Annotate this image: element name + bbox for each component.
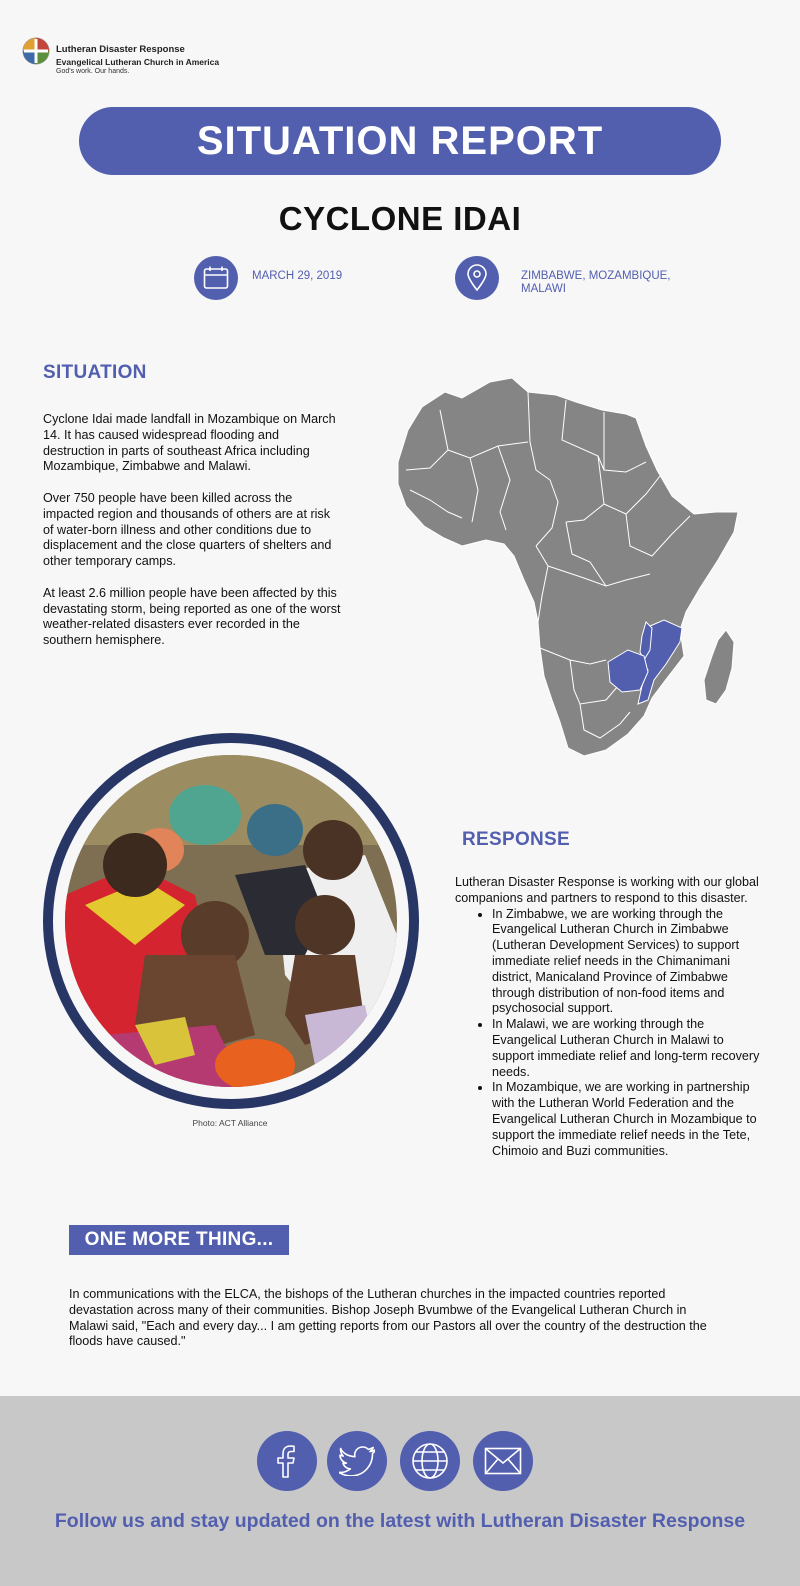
location-line-2: MALAWI: [521, 283, 566, 295]
logo-org-name: Lutheran Disaster Response: [56, 44, 185, 55]
follow-us-text: Follow us and stay updated on the latest with Lutheran Disaster Response: [54, 1510, 746, 1532]
one-more-thing-text: In communications with the ELCA, the bishops of the Lutheran churches in the impacted countries reported devastation across many of their communities. Bishop Joseph Bvumbwe of the Evangelical Lutheran Church in Malawi said, "Each and every day... I am getting reports from our Pastors all over the country of the destruction the floods have caused.": [69, 1287, 707, 1349]
location-pin-icon: [455, 256, 499, 300]
situation-paragraph: At least 2.6 million people have been affected by this devastating storm, being reported as one of the worst weather-related disasters ever recorded in the southern hemisphere.: [43, 585, 341, 648]
mail-icon[interactable]: [473, 1431, 533, 1491]
logo-emblem-icon: [22, 37, 50, 65]
footer: [0, 1396, 800, 1586]
logo-church-name: Evangelical Lutheran Church in America: [56, 57, 220, 67]
globe-icon[interactable]: [400, 1431, 460, 1491]
logo-tagline: God's work. Our hands.: [56, 68, 130, 75]
situation-body: [43, 412, 343, 665]
report-title: CYCLONE IDAI: [278, 200, 522, 237]
response-item-zimbabwe: • In Zimbabwe, we are working through the Evangelical Lutheran Church in Zimbabwe (Lutheran Development Services) to support immediate relief needs in the Chimanimani district, Manicaland Province of Zimbabwe through distribution of non-food items and psychosocial support.: [492, 907, 765, 1018]
photo-frame: [43, 733, 419, 1109]
madagascar: [704, 630, 734, 704]
response-heading: RESPONSE: [462, 829, 570, 850]
response-intro: Lutheran Disaster Response is working with our global companions and partners to respond to this disaster.: [455, 875, 759, 905]
location-line-1: ZIMBABWE, MOZAMBIQUE,: [521, 270, 671, 282]
africa-landmass: [398, 378, 738, 756]
act-alliance-photo: [65, 755, 397, 1087]
report-location: [521, 270, 671, 296]
calendar-icon: [194, 256, 238, 300]
situation-heading: SITUATION: [43, 362, 147, 383]
response-list: [455, 907, 765, 1160]
response-item-malawi: • In Malawi, we are working through the Evangelical Lutheran Church in Malawi to support immediate relief and long-term recovery needs.: [492, 1017, 765, 1080]
situation-report-banner: SITUATION REPORT: [79, 107, 721, 175]
response-item-mozambique: • In Mozambique, we are working in partnership with the Lutheran World Federation and the Evangelical Lutheran Church in Mozambique to support the immediate relief needs in the Tete, Chimoio and Buzi communities.: [492, 1080, 765, 1159]
facebook-icon[interactable]: [257, 1431, 317, 1491]
photo-caption: Photo: ACT Alliance: [192, 1118, 268, 1128]
response-body: [455, 875, 765, 1159]
one-more-thing-heading: ONE MORE THING...: [69, 1225, 289, 1255]
twitter-icon[interactable]: [327, 1431, 387, 1491]
situation-paragraph: Over 750 people have been killed across the impacted region and thousands of others are at risk of water-born illness and other conditions due to displacement and the close quarters of shelters and other temporary camps.: [43, 490, 332, 569]
situation-paragraph: Cyclone Idai made landfall in Mozambique on March 14. It has caused widespread flooding and destruction in parts of southeast Africa including Mozambique, Zimbabwe and Malawi.: [43, 412, 336, 474]
report-date: MARCH 29, 2019: [252, 270, 343, 282]
africa-map: [395, 370, 745, 760]
ldr-logo[interactable]: [22, 37, 252, 79]
